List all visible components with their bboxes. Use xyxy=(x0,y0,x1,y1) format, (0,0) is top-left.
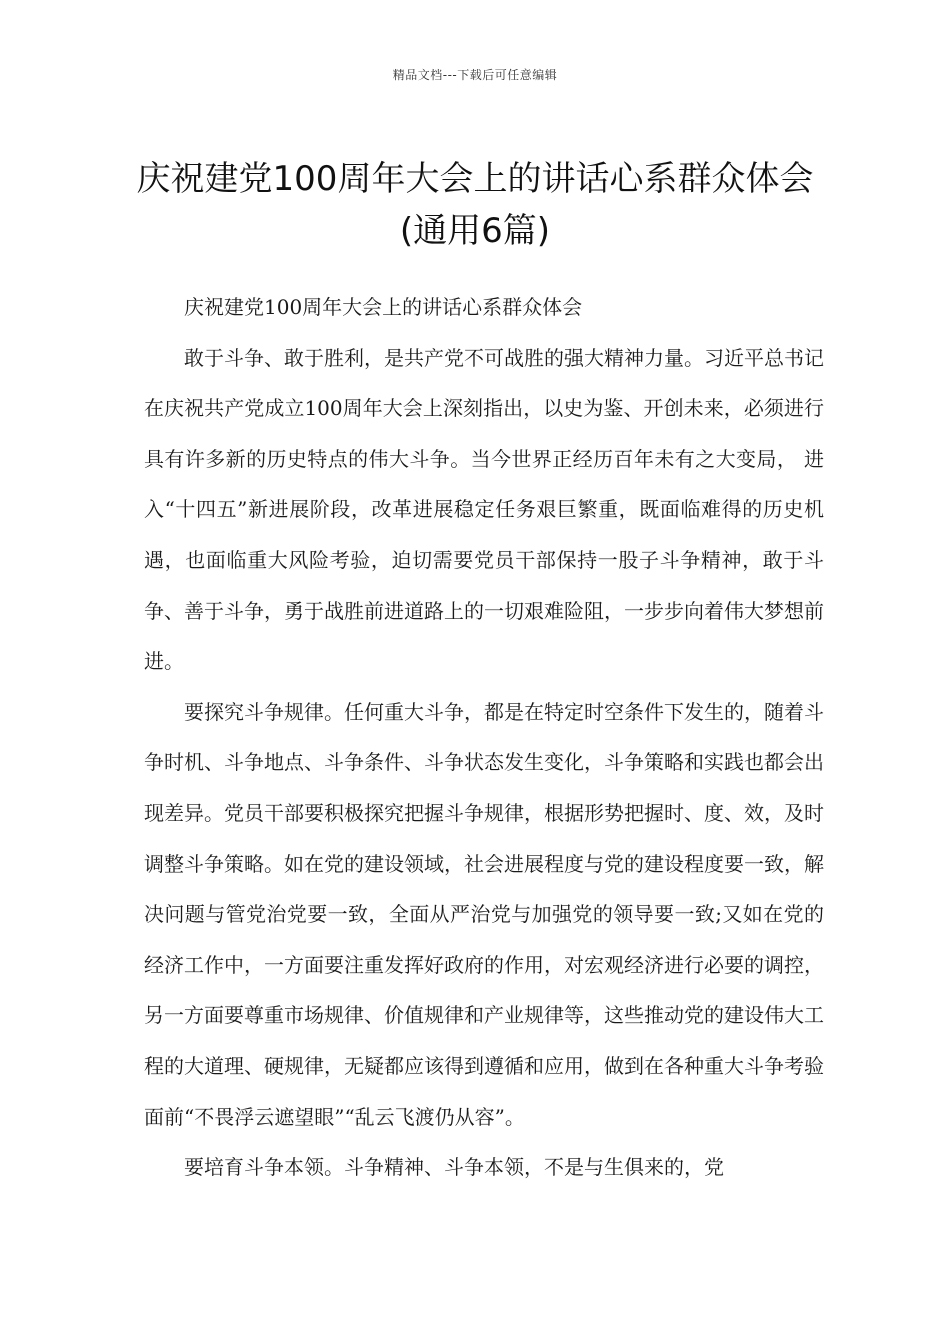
header-note: 精品文档---下载后可任意编辑 xyxy=(392,68,558,82)
document-title: 庆祝建党100周年大会上的讲话心系群众体会(通用6篇) xyxy=(136,158,814,251)
body-paragraph: 敢于斗争、敢于胜利，是共产党不可战胜的强大精神力量。习近平总书记在庆祝共产党成立100周年大会上深刻指出，以史为鉴、开创未来，必须进行具有许多新的历史特点的伟大斗争。当今世界正经历百年未有之大变局， 进入“十四五”新进展阶段，改革进展稳定任务艰巨繁重，既面临难得的历史机遇，也面临重大风险考验，迫切需要党员干部保持一股子斗争精神，敢于斗争、善于斗争，勇于战胜前进道路上的一切艰难险阻，一步步向着伟大梦想前进。 xyxy=(144,345,824,674)
body-paragraph: 要探究斗争规律。任何重大斗争，都是在特定时空条件下发生的，随着斗争时机、斗争地点、斗争条件、斗争状态发生变化，斗争策略和实践也都会出现差异。党员干部要积极探究把握斗争规律，根据形势把握时、度、效，及时调整斗争策略。如在党的建设领域，社会进展程度与党的建设程度要一致，解决问题与管党治党要一致，全面从严治党与加强党的领导要一致;又如在党的经济工作中，一方面要注重发挥好政府的作用，对宏观经济进行必要的调控，另一方面要尊重市场规律、价值规律和产业规律等，这些推动党的建设伟大工程的大道理、硬规律，无疑都应该得到遵循和应用，做到在各种重大斗争考验面前“不畏浮云遮望眼”“乱云飞渡仍从容”。 xyxy=(144,699,824,1129)
subtitle-paragraph: 庆祝建党100周年大会上的讲话心系群众体会 xyxy=(184,295,583,319)
body-paragraph: 要培育斗争本领。斗争精神、斗争本领，不是与生俱来的，党 xyxy=(184,1155,724,1180)
document-body xyxy=(144,282,824,1193)
